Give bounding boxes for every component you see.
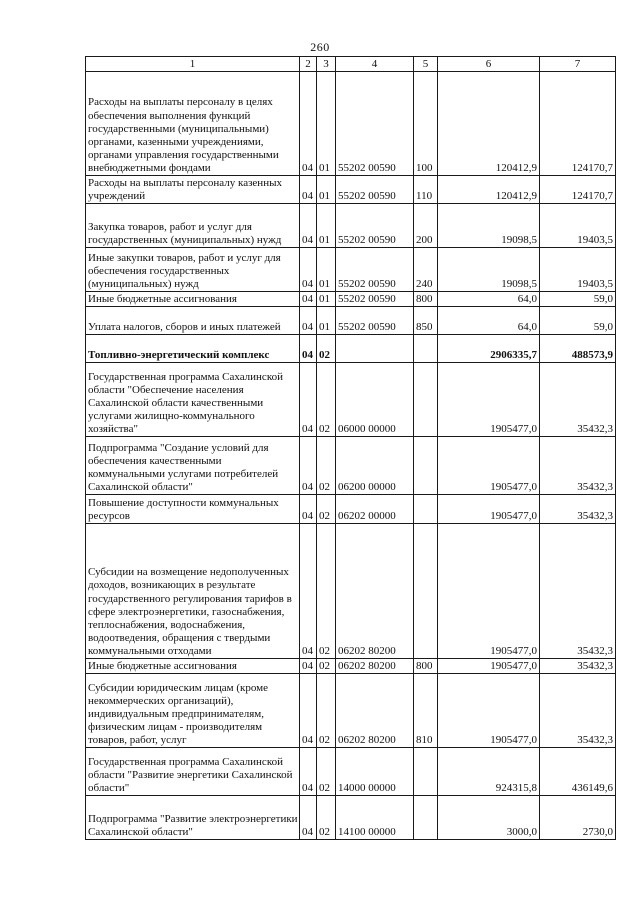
row-expense-type [414, 796, 438, 840]
row-subsection: 02 [317, 335, 336, 363]
row-subsection: 02 [317, 495, 336, 524]
row-amount-col7: 2730,0 [540, 796, 616, 840]
row-expense-type: 110 [414, 176, 438, 204]
row-target-article: 55202 00590 [336, 72, 414, 176]
row-target-article: 55202 00590 [336, 204, 414, 248]
row-expense-type: 800 [414, 292, 438, 307]
row-section: 04 [300, 335, 317, 363]
row-amount-col7: 35432,3 [540, 363, 616, 437]
row-amount-col6: 1905477,0 [438, 659, 540, 674]
row-amount-col7: 488573,9 [540, 335, 616, 363]
row-target-article: 55202 00590 [336, 248, 414, 292]
row-section: 04 [300, 204, 317, 248]
row-amount-col6: 1905477,0 [438, 363, 540, 437]
table-row [86, 495, 616, 524]
row-amount-col6: 1905477,0 [438, 674, 540, 748]
table-row [86, 748, 616, 796]
row-section: 04 [300, 437, 317, 495]
row-name: Закупка товаров, работ и услуг для государственных (муниципальных) нужд [86, 204, 300, 248]
row-section: 04 [300, 659, 317, 674]
row-name: Повышение доступности коммунальных ресурсов [86, 495, 300, 524]
row-subsection: 02 [317, 437, 336, 495]
row-amount-col6: 924315,8 [438, 748, 540, 796]
row-name: Топливно-энергетический комплекс [86, 335, 300, 363]
row-target-article: 55202 00590 [336, 307, 414, 335]
row-expense-type [414, 524, 438, 659]
table-row [86, 248, 616, 292]
row-expense-type: 800 [414, 659, 438, 674]
table-row [86, 72, 616, 176]
row-expense-type [414, 335, 438, 363]
row-expense-type: 100 [414, 72, 438, 176]
row-name: Государственная программа Сахалинской области "Обеспечение населения Сахалинской области качественными услугами жилищно-коммунального хозяйства" [86, 363, 300, 437]
column-header-1: 1 [86, 57, 300, 72]
budget-table [85, 56, 616, 840]
row-name: Расходы на выплаты персоналу в целях обеспечения выполнения функций государственными (муниципальными) органами, казенными учреждениями, органами управления государственными внебюджетными фондами [86, 72, 300, 176]
row-expense-type: 240 [414, 248, 438, 292]
row-amount-col6: 19098,5 [438, 248, 540, 292]
row-amount-col6: 120412,9 [438, 176, 540, 204]
row-amount-col7: 19403,5 [540, 204, 616, 248]
row-expense-type [414, 495, 438, 524]
column-header-3: 3 [317, 57, 336, 72]
row-amount-col7: 124170,7 [540, 176, 616, 204]
row-subsection: 02 [317, 748, 336, 796]
row-name: Иные закупки товаров, работ и услуг для обеспечения государственных (муниципальных) нужд [86, 248, 300, 292]
row-target-article: 06202 80200 [336, 659, 414, 674]
table-row [86, 307, 616, 335]
column-header-6: 6 [438, 57, 540, 72]
row-expense-type: 810 [414, 674, 438, 748]
table-row [86, 363, 616, 437]
row-amount-col6: 19098,5 [438, 204, 540, 248]
row-target-article: 06202 00000 [336, 495, 414, 524]
table-row [86, 674, 616, 748]
row-amount-col6: 1905477,0 [438, 437, 540, 495]
row-section: 04 [300, 748, 317, 796]
row-section: 04 [300, 674, 317, 748]
row-amount-col7: 59,0 [540, 292, 616, 307]
column-header-2: 2 [300, 57, 317, 72]
row-subsection: 02 [317, 674, 336, 748]
row-target-article: 14000 00000 [336, 748, 414, 796]
column-header-5: 5 [414, 57, 438, 72]
row-name: Расходы на выплаты персоналу казенных учреждений [86, 176, 300, 204]
row-section: 04 [300, 524, 317, 659]
row-subsection: 02 [317, 524, 336, 659]
row-subsection: 01 [317, 176, 336, 204]
row-section: 04 [300, 248, 317, 292]
row-amount-col6: 64,0 [438, 292, 540, 307]
row-subsection: 02 [317, 363, 336, 437]
row-section: 04 [300, 796, 317, 840]
row-section: 04 [300, 495, 317, 524]
row-subsection: 01 [317, 204, 336, 248]
row-section: 04 [300, 72, 317, 176]
row-target-article: 55202 00590 [336, 292, 414, 307]
row-amount-col7: 35432,3 [540, 674, 616, 748]
row-subsection: 01 [317, 72, 336, 176]
table-row [86, 292, 616, 307]
row-amount-col6: 1905477,0 [438, 495, 540, 524]
row-target-article: 06000 00000 [336, 363, 414, 437]
row-target-article: 06202 80200 [336, 674, 414, 748]
row-name: Подпрограмма "Создание условий для обеспечения качественными коммунальными услугами потребителей Сахалинской области" [86, 437, 300, 495]
page-number: 260 [310, 40, 330, 54]
table-row [86, 524, 616, 659]
row-expense-type [414, 748, 438, 796]
row-amount-col6: 64,0 [438, 307, 540, 335]
table-row [86, 437, 616, 495]
column-header-7: 7 [540, 57, 616, 72]
row-amount-col6: 1905477,0 [438, 524, 540, 659]
row-name: Уплата налогов, сборов и иных платежей [86, 307, 300, 335]
row-section: 04 [300, 292, 317, 307]
row-amount-col6: 120412,9 [438, 72, 540, 176]
row-amount-col6: 3000,0 [438, 796, 540, 840]
table-row [86, 796, 616, 840]
row-name: Подпрограмма "Развитие электроэнергетики Сахалинской области" [86, 796, 300, 840]
table-row [86, 659, 616, 674]
row-target-article: 55202 00590 [336, 176, 414, 204]
row-section: 04 [300, 363, 317, 437]
row-amount-col7: 35432,3 [540, 659, 616, 674]
row-expense-type [414, 437, 438, 495]
row-subsection: 01 [317, 307, 336, 335]
row-subsection: 02 [317, 796, 336, 840]
row-amount-col7: 19403,5 [540, 248, 616, 292]
row-name: Государственная программа Сахалинской области "Развитие энергетики Сахалинской области" [86, 748, 300, 796]
row-subsection: 01 [317, 292, 336, 307]
row-expense-type [414, 363, 438, 437]
row-target-article [336, 335, 414, 363]
row-amount-col7: 35432,3 [540, 524, 616, 659]
row-section: 04 [300, 176, 317, 204]
row-amount-col7: 35432,3 [540, 437, 616, 495]
row-subsection: 02 [317, 659, 336, 674]
row-target-article: 14100 00000 [336, 796, 414, 840]
row-expense-type: 200 [414, 204, 438, 248]
row-name: Субсидии на возмещение недополученных доходов, возникающих в результате государственного регулирования тарифов в сфере электроэнергетики, газоснабжения, теплоснабжения, водоснабжения, водоотведения, обращения с твердыми коммунальными отходами [86, 524, 300, 659]
table-row [86, 204, 616, 248]
row-target-article: 06200 00000 [336, 437, 414, 495]
column-header-4: 4 [336, 57, 414, 72]
row-amount-col6: 2906335,7 [438, 335, 540, 363]
row-amount-col7: 59,0 [540, 307, 616, 335]
row-name: Иные бюджетные ассигнования [86, 659, 300, 674]
row-amount-col7: 436149,6 [540, 748, 616, 796]
row-amount-col7: 35432,3 [540, 495, 616, 524]
row-target-article: 06202 80200 [336, 524, 414, 659]
row-subsection: 01 [317, 248, 336, 292]
table-row [86, 176, 616, 204]
row-amount-col7: 124170,7 [540, 72, 616, 176]
table-row-section-total [86, 335, 616, 363]
row-name: Иные бюджетные ассигнования [86, 292, 300, 307]
table-header-row [86, 57, 616, 72]
row-expense-type: 850 [414, 307, 438, 335]
row-section: 04 [300, 307, 317, 335]
row-name: Субсидии юридическим лицам (кроме некоммерческих организаций), индивидуальным предпринимателям, физическим лицам - производителям товаров, работ, услуг [86, 674, 300, 748]
